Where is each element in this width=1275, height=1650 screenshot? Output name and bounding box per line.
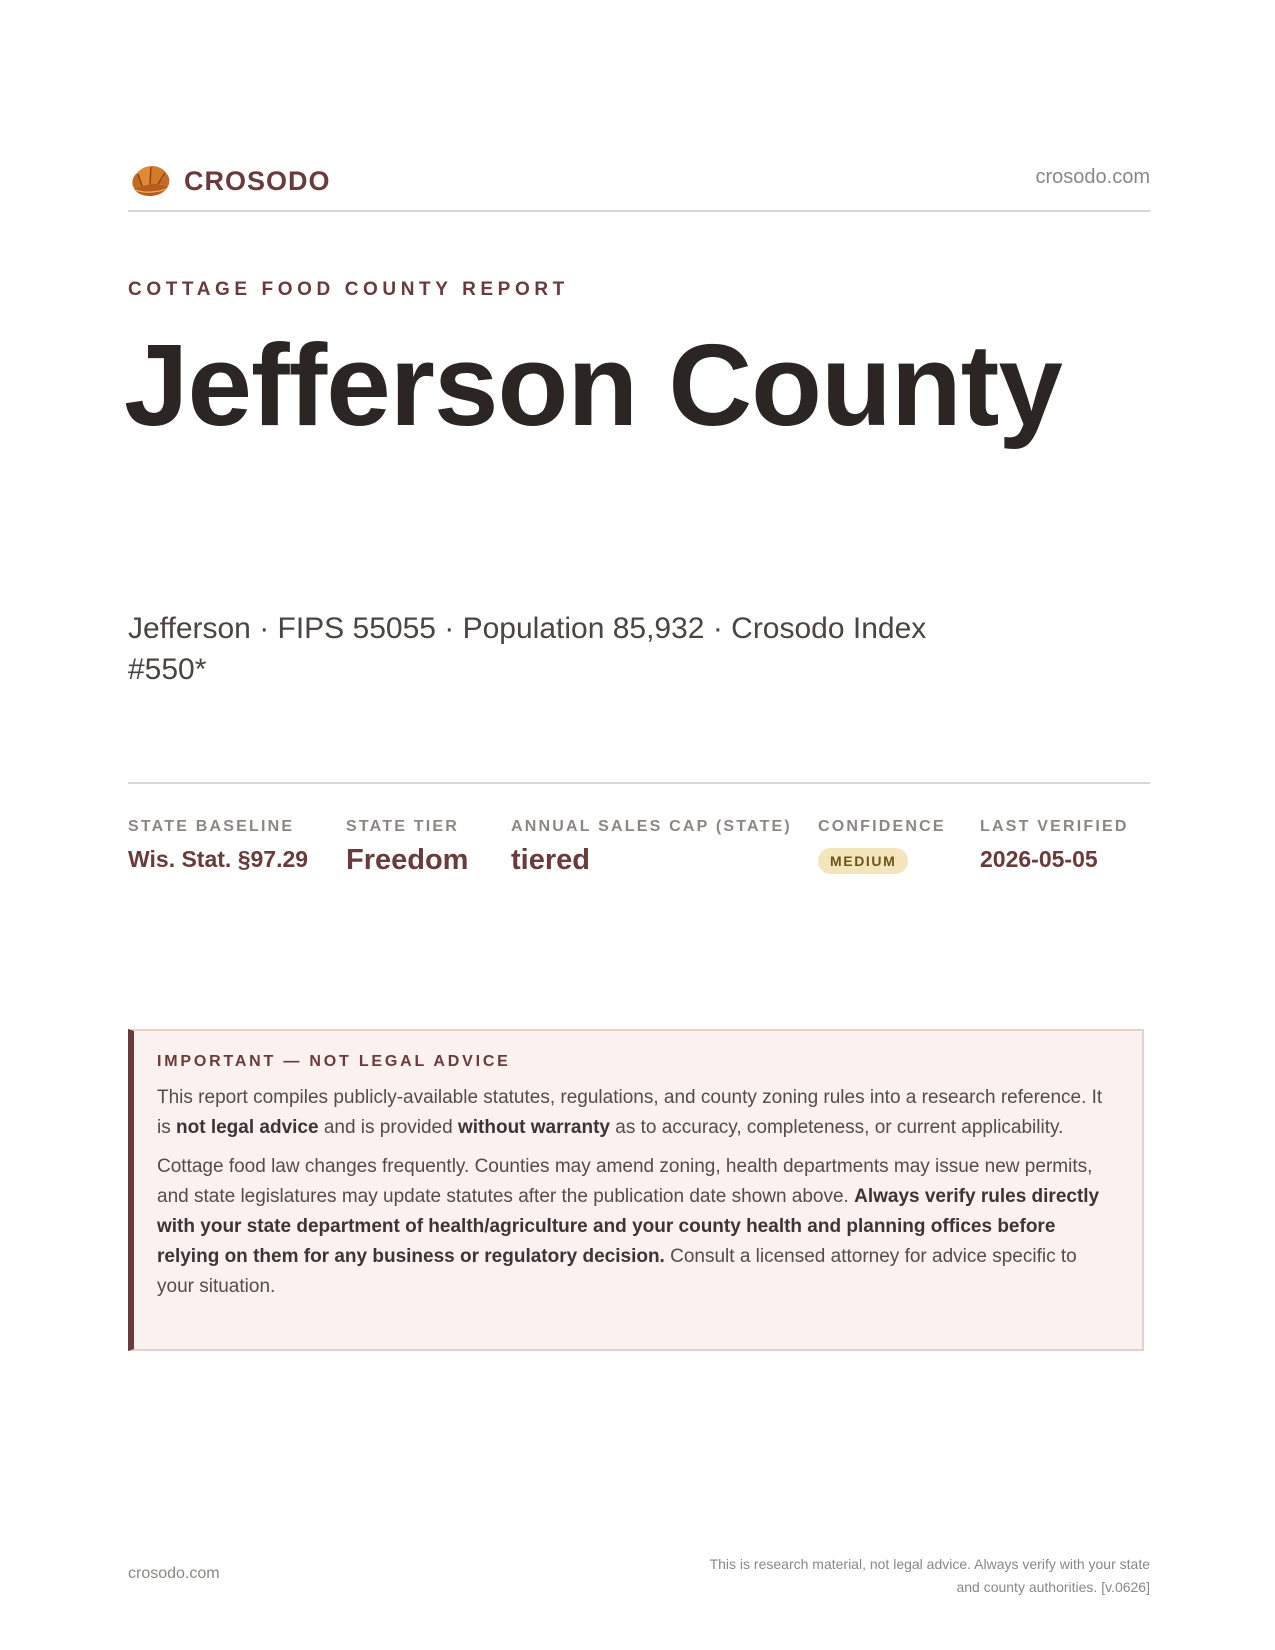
footer-site-link[interactable]: crosodo.com (128, 1565, 220, 1582)
fact-label: ANNUAL SALES CAP (STATE) (511, 818, 792, 835)
county-summary: Jefferson · FIPS 55055 · Population 85,932 · Crosodo Index #550* (128, 612, 927, 686)
fact-value: tiered (511, 844, 590, 876)
footer-notice (630, 1553, 1150, 1599)
fact-value: Freedom (346, 844, 469, 876)
brand-name: CROSODO (184, 165, 331, 196)
facts-row (128, 818, 1150, 898)
fact-label: STATE TIER (346, 818, 459, 835)
fact-label: LAST VERIFIED (980, 818, 1129, 835)
brand[interactable] (128, 162, 331, 200)
fact-label: STATE BASELINE (128, 818, 295, 835)
disclaimer-paragraph-2: Cottage food law changes frequently. Counties may amend zoning, health departments may issue new permits, and state legislatures may update statutes after the publication date shown above. Always verify rules directly with your state department of health/agriculture and your county health and planning offices before relying on them for any business or regulatory decision. Consult a licensed attorney for advice specific to your situation. (157, 1156, 1100, 1297)
fact-sales-cap (511, 818, 792, 877)
report-page (124, 0, 1150, 1650)
footer-notice-line: This is research material, not legal advice. Always verify with your state (709, 1556, 1150, 1572)
disclaimer-paragraph-1: This report compiles publicly-available statutes, regulations, and county zoning rules into a research reference. It is not legal advice and is provided without warranty as to accuracy, completeness, or current applicability. (157, 1087, 1103, 1138)
confidence-badge: MEDIUM (818, 848, 908, 874)
fact-state-tier (346, 818, 468, 877)
legal-disclaimer (128, 1029, 1144, 1351)
croissant-icon (128, 162, 172, 200)
fact-label: CONFIDENCE (818, 818, 946, 835)
page-title: Jefferson County (124, 320, 1062, 450)
report-eyebrow: COTTAGE FOOD COUNTY REPORT (128, 279, 569, 300)
disclaimer-title: IMPORTANT — NOT LEGAL ADVICE (157, 1053, 511, 1070)
fact-last-verified (980, 818, 1129, 873)
fact-state-baseline (128, 818, 308, 873)
fact-confidence (818, 818, 946, 874)
fact-value: Wis. Stat. §97.29 (128, 846, 309, 872)
section-divider (128, 782, 1150, 784)
fact-value: 2026-05-05 (980, 846, 1098, 872)
report-header (128, 152, 1150, 212)
header-site-link[interactable]: crosodo.com (1035, 166, 1150, 188)
footer-notice-line: and county authorities. [v.0626] (956, 1579, 1150, 1595)
